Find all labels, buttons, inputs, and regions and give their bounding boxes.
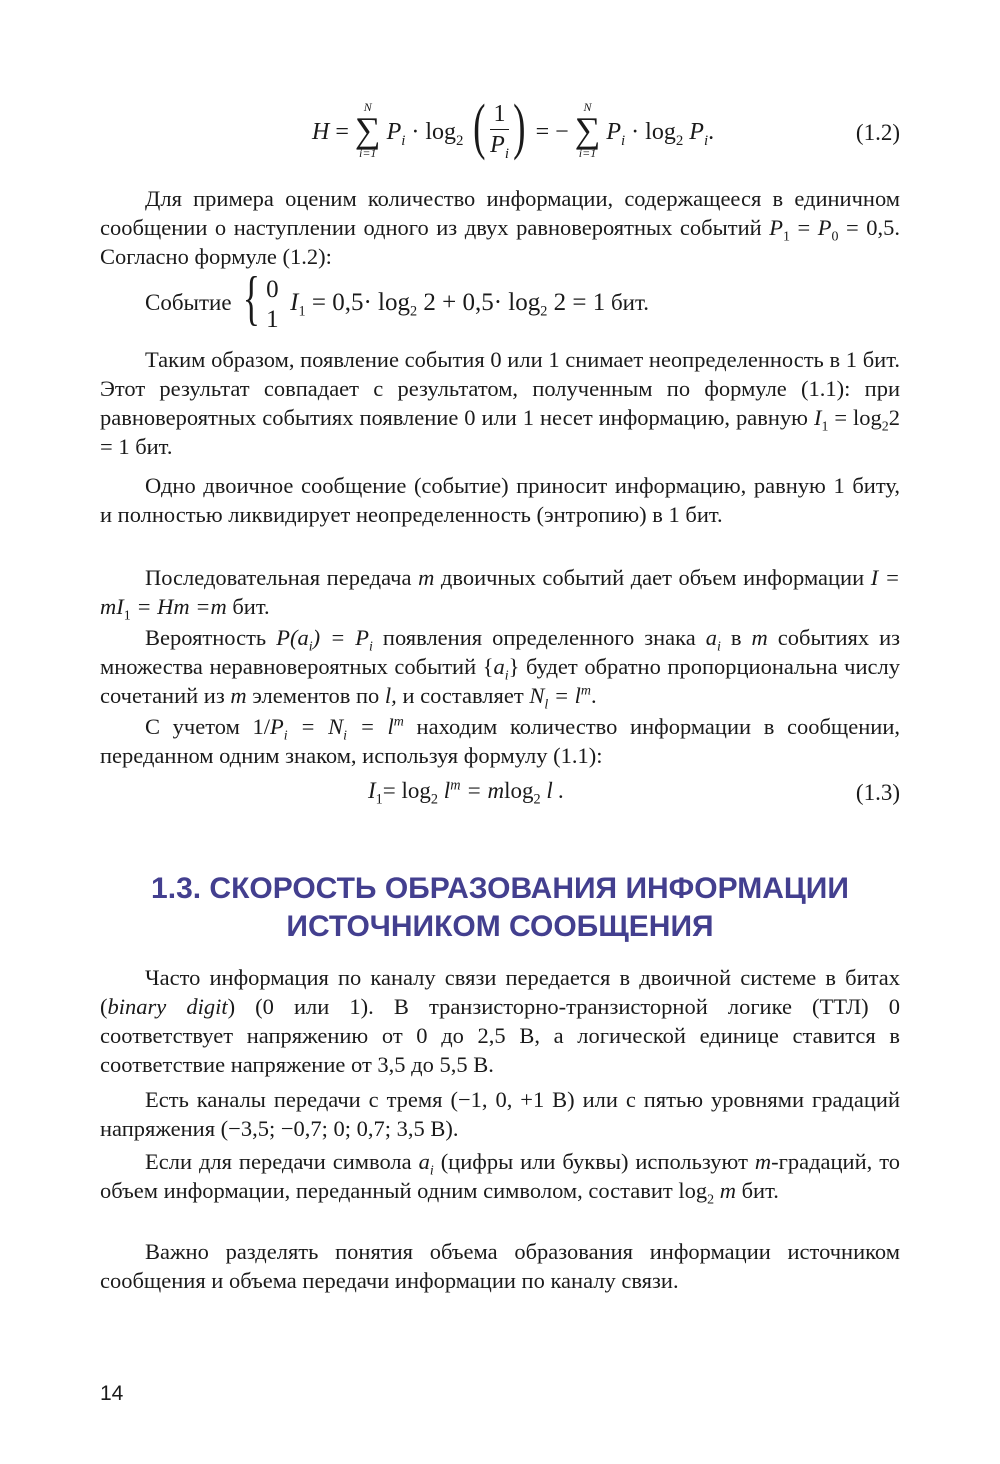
paragraph-9 (100, 1147, 900, 1208)
fraction-numerator: 1 (490, 99, 509, 130)
eq-symbol: = m (460, 778, 505, 803)
eq-symbol: P (386, 119, 402, 146)
eq-symbol: m (418, 565, 435, 590)
equation-number-1-2: (1.2) (855, 120, 900, 145)
paragraph-text-italic: binary digit (107, 994, 228, 1019)
eq-text: бит. (605, 289, 650, 315)
eq-superscript: m (450, 777, 461, 794)
eq-text: = 0,5· log (305, 288, 410, 316)
fraction (490, 99, 509, 160)
eq-text: 2 + 0,5· log (417, 288, 541, 316)
event-formula: Событие { 0 1 $I_1 = 0,5\cdot \log_2 2 + 0,5\cdot \log_2 2 = 1$ бит. (145, 265, 650, 333)
paragraph-text: С учетом 1/ (145, 714, 270, 739)
eq-text: · log (411, 119, 457, 146)
equation-1-3 (368, 777, 565, 808)
eq-subscript: i (717, 639, 721, 655)
paragraph-text: двоичных событий дает объем информации (434, 565, 871, 590)
eq-subscript: i (308, 639, 313, 655)
paragraph-text: и составляет (396, 683, 530, 708)
eq-symbol: I (368, 778, 376, 803)
eq-text: = − (535, 119, 569, 146)
eq-subscript: i (283, 728, 288, 744)
page-number: 14 (100, 1382, 124, 1405)
eq-subscript: 1 (375, 791, 383, 808)
eq-symbol: H (312, 119, 330, 146)
section-heading-line-1: 1.3. СКОРОСТЬ ОБРАЗОВАНИЯ ИНФОРМАЦИИ (151, 872, 849, 905)
eq-text: = log (828, 405, 882, 430)
eq-text: · log (631, 119, 676, 146)
eq-symbol: P (606, 119, 622, 146)
eq-subscript: 2 (540, 303, 548, 320)
eq-symbol: l . (540, 778, 565, 803)
paragraph-text: Часто информация по каналу связи передается в двоичной системе в битах ( (100, 965, 900, 1019)
eq-symbol: ) = P (312, 625, 370, 650)
paragraph-4 (100, 563, 900, 624)
fraction-denominator: P (490, 132, 505, 158)
eq-symbol: m (714, 1178, 736, 1203)
eq-symbol: N (529, 683, 545, 708)
eq-subscript: i (401, 132, 406, 149)
sum-symbol: N ∑ i=1 (354, 99, 381, 160)
eq-text: = log (382, 778, 431, 803)
eq-symbol: P (769, 215, 783, 240)
paragraph-text: находим количество информации в сообщении, переданном одним знаком, используя формулу (1.1): (100, 714, 900, 768)
eq-symbol: l, (384, 683, 397, 708)
sum-lower-limit: i=1 (359, 145, 377, 160)
paragraph-text: Последовательная передача (145, 565, 419, 590)
eq-subscript: 2 (430, 791, 439, 808)
section-heading (100, 870, 900, 946)
eq-symbol: a (493, 654, 505, 679)
paragraph-text: 2 = 1 бит. (100, 405, 900, 459)
sum-upper-limit: N (363, 99, 372, 114)
equation-1-2: H = N ∑ i=1 $P_i \cdot \log_2$ ( $\frac{1}{P_i}$ ) = − N ∑ i=1 $P_i \cdot \log_2 P_i$. (312, 93, 715, 162)
paragraph-text: Таким образом, появление события 0 или 1 снимает неопределенность в 1 бит. Этот результат совпадает с результатом, полученным по формуле (1.1): при равновероятных событиях появление 0 или 1 несет информацию, равную (100, 347, 900, 430)
eq-symbol: m (230, 683, 247, 708)
paragraph-3: Одно двоичное сообщение (событие) приносит информацию, равную 1 биту, и полностью ликвидирует неопределенность (энтропию) в 1 бит. (100, 473, 900, 527)
paragraph-text: Если для передачи символа (145, 1149, 419, 1174)
eq-text: 2 = 1 (547, 288, 606, 316)
eq-symbol: = N (287, 714, 344, 739)
eq-symbol: a (418, 1149, 430, 1174)
eq-subscript: 2 (881, 419, 889, 435)
eq-symbol: I (290, 288, 299, 316)
eq-subscript: i (429, 1163, 434, 1179)
eq-superscript: m (393, 714, 404, 730)
paragraph-text: ) (0 или 1). В транзисторно-транзисторной логике (ТТЛ) 0 соответствует напряжению от 0 до 2,5 В, а логической единице ставится в соответствие напряжение от 3,5 до 5,5 В. (100, 994, 900, 1077)
eq-symbol: I (813, 405, 822, 430)
equation-number-1-3: (1.3) (855, 780, 900, 805)
eq-subscript: l (544, 697, 549, 713)
eq-subscript: i (343, 728, 348, 744)
eq-subscript: 0 (831, 229, 839, 245)
paragraph-text: = 0,5. Согласно формуле (1.2): (100, 215, 900, 269)
paragraph-5 (100, 623, 901, 713)
eq-subscript: 1 (298, 303, 306, 320)
eq-text: . (708, 119, 715, 146)
eq-subscript: 1 (123, 608, 131, 624)
event-options (266, 275, 279, 335)
eq-symbol: P(a (276, 625, 309, 650)
eq-symbol: m (754, 1149, 772, 1174)
eq-symbol: = l (548, 683, 581, 708)
eq-subscript: 2 (533, 791, 541, 808)
eq-symbol: a (705, 625, 718, 650)
paragraph-text: } будет обратно пропорциональна числу сочетаний из (100, 654, 900, 708)
eq-subscript: 1 (782, 229, 790, 245)
eq-subscript: i (621, 132, 626, 149)
eq-symbol: = Hm =m (130, 594, 227, 619)
sum-lower-limit: i=1 (578, 145, 597, 160)
section-heading-line-2: ИСТОЧНИКОМ СООБЩЕНИЯ (286, 910, 714, 943)
paragraph-1 (100, 184, 900, 271)
eq-subscript: i (504, 668, 509, 684)
paragraph-text: бит. (735, 1178, 779, 1203)
paragraph-text: появления определенного знака (372, 625, 706, 650)
eq-subscript: 2 (707, 1192, 715, 1208)
paragraph-text: . (591, 683, 597, 708)
sum-symbol: N ∑ i=1 (574, 99, 601, 160)
eq-text: = (789, 215, 818, 240)
eq-symbol: P (689, 119, 704, 146)
eq-superscript: m (580, 683, 591, 699)
eq-subscript: i (504, 145, 509, 162)
eq-symbol: P (270, 714, 284, 739)
eq-symbol: m (751, 625, 768, 650)
paragraph-text: Для примера оценим количество информации, содержащееся в единичном сообщении о наступлении одного из двух равновероятных событий (100, 186, 900, 240)
eq-symbol: l (438, 778, 451, 803)
event-label: Событие (145, 289, 232, 315)
paragraph-10: Важно разделять понятия объема образования информации источником сообщения и объема передачи информации по каналу связи. (100, 1239, 900, 1293)
eq-subscript: i (369, 639, 373, 655)
event-option-0: 0 (266, 275, 279, 303)
eq-subscript: i (703, 132, 709, 149)
paragraph-text: Вероятность (145, 625, 277, 650)
paragraph-text: элементов по (246, 683, 385, 708)
eq-symbol: P (817, 215, 832, 240)
eq-subscript: 2 (409, 303, 418, 320)
paragraph-text: бит. (226, 594, 270, 619)
paragraph-text: событиях из множества неравновероятных событий { (100, 625, 901, 679)
eq-symbol: I = mI (100, 565, 900, 619)
paragraph-text: (цифры или буквы) используют (433, 1149, 755, 1174)
event-option-1: 1 (266, 305, 279, 333)
eq-subscript: 2 (456, 132, 464, 149)
sum-upper-limit: N (583, 99, 592, 114)
paragraph-8: Есть каналы передачи с тремя (−1, 0, +1 В) или с пятью уровнями градаций напряжения (−3,5; −0,7; 0; 0,7; 3,5 В). (100, 1087, 900, 1141)
paragraph-7 (100, 963, 900, 1079)
eq-subscript: 2 (675, 132, 684, 149)
paragraph-text: в (720, 625, 752, 650)
eq-text: log (504, 778, 534, 803)
paragraph-text: -градаций, то объем информации, переданный одним символом, составит log (100, 1149, 900, 1203)
eq-symbol: = l (347, 714, 394, 739)
paragraph-2 (100, 345, 900, 461)
eq-subscript: 1 (821, 419, 829, 435)
paragraph-6 (100, 712, 900, 770)
